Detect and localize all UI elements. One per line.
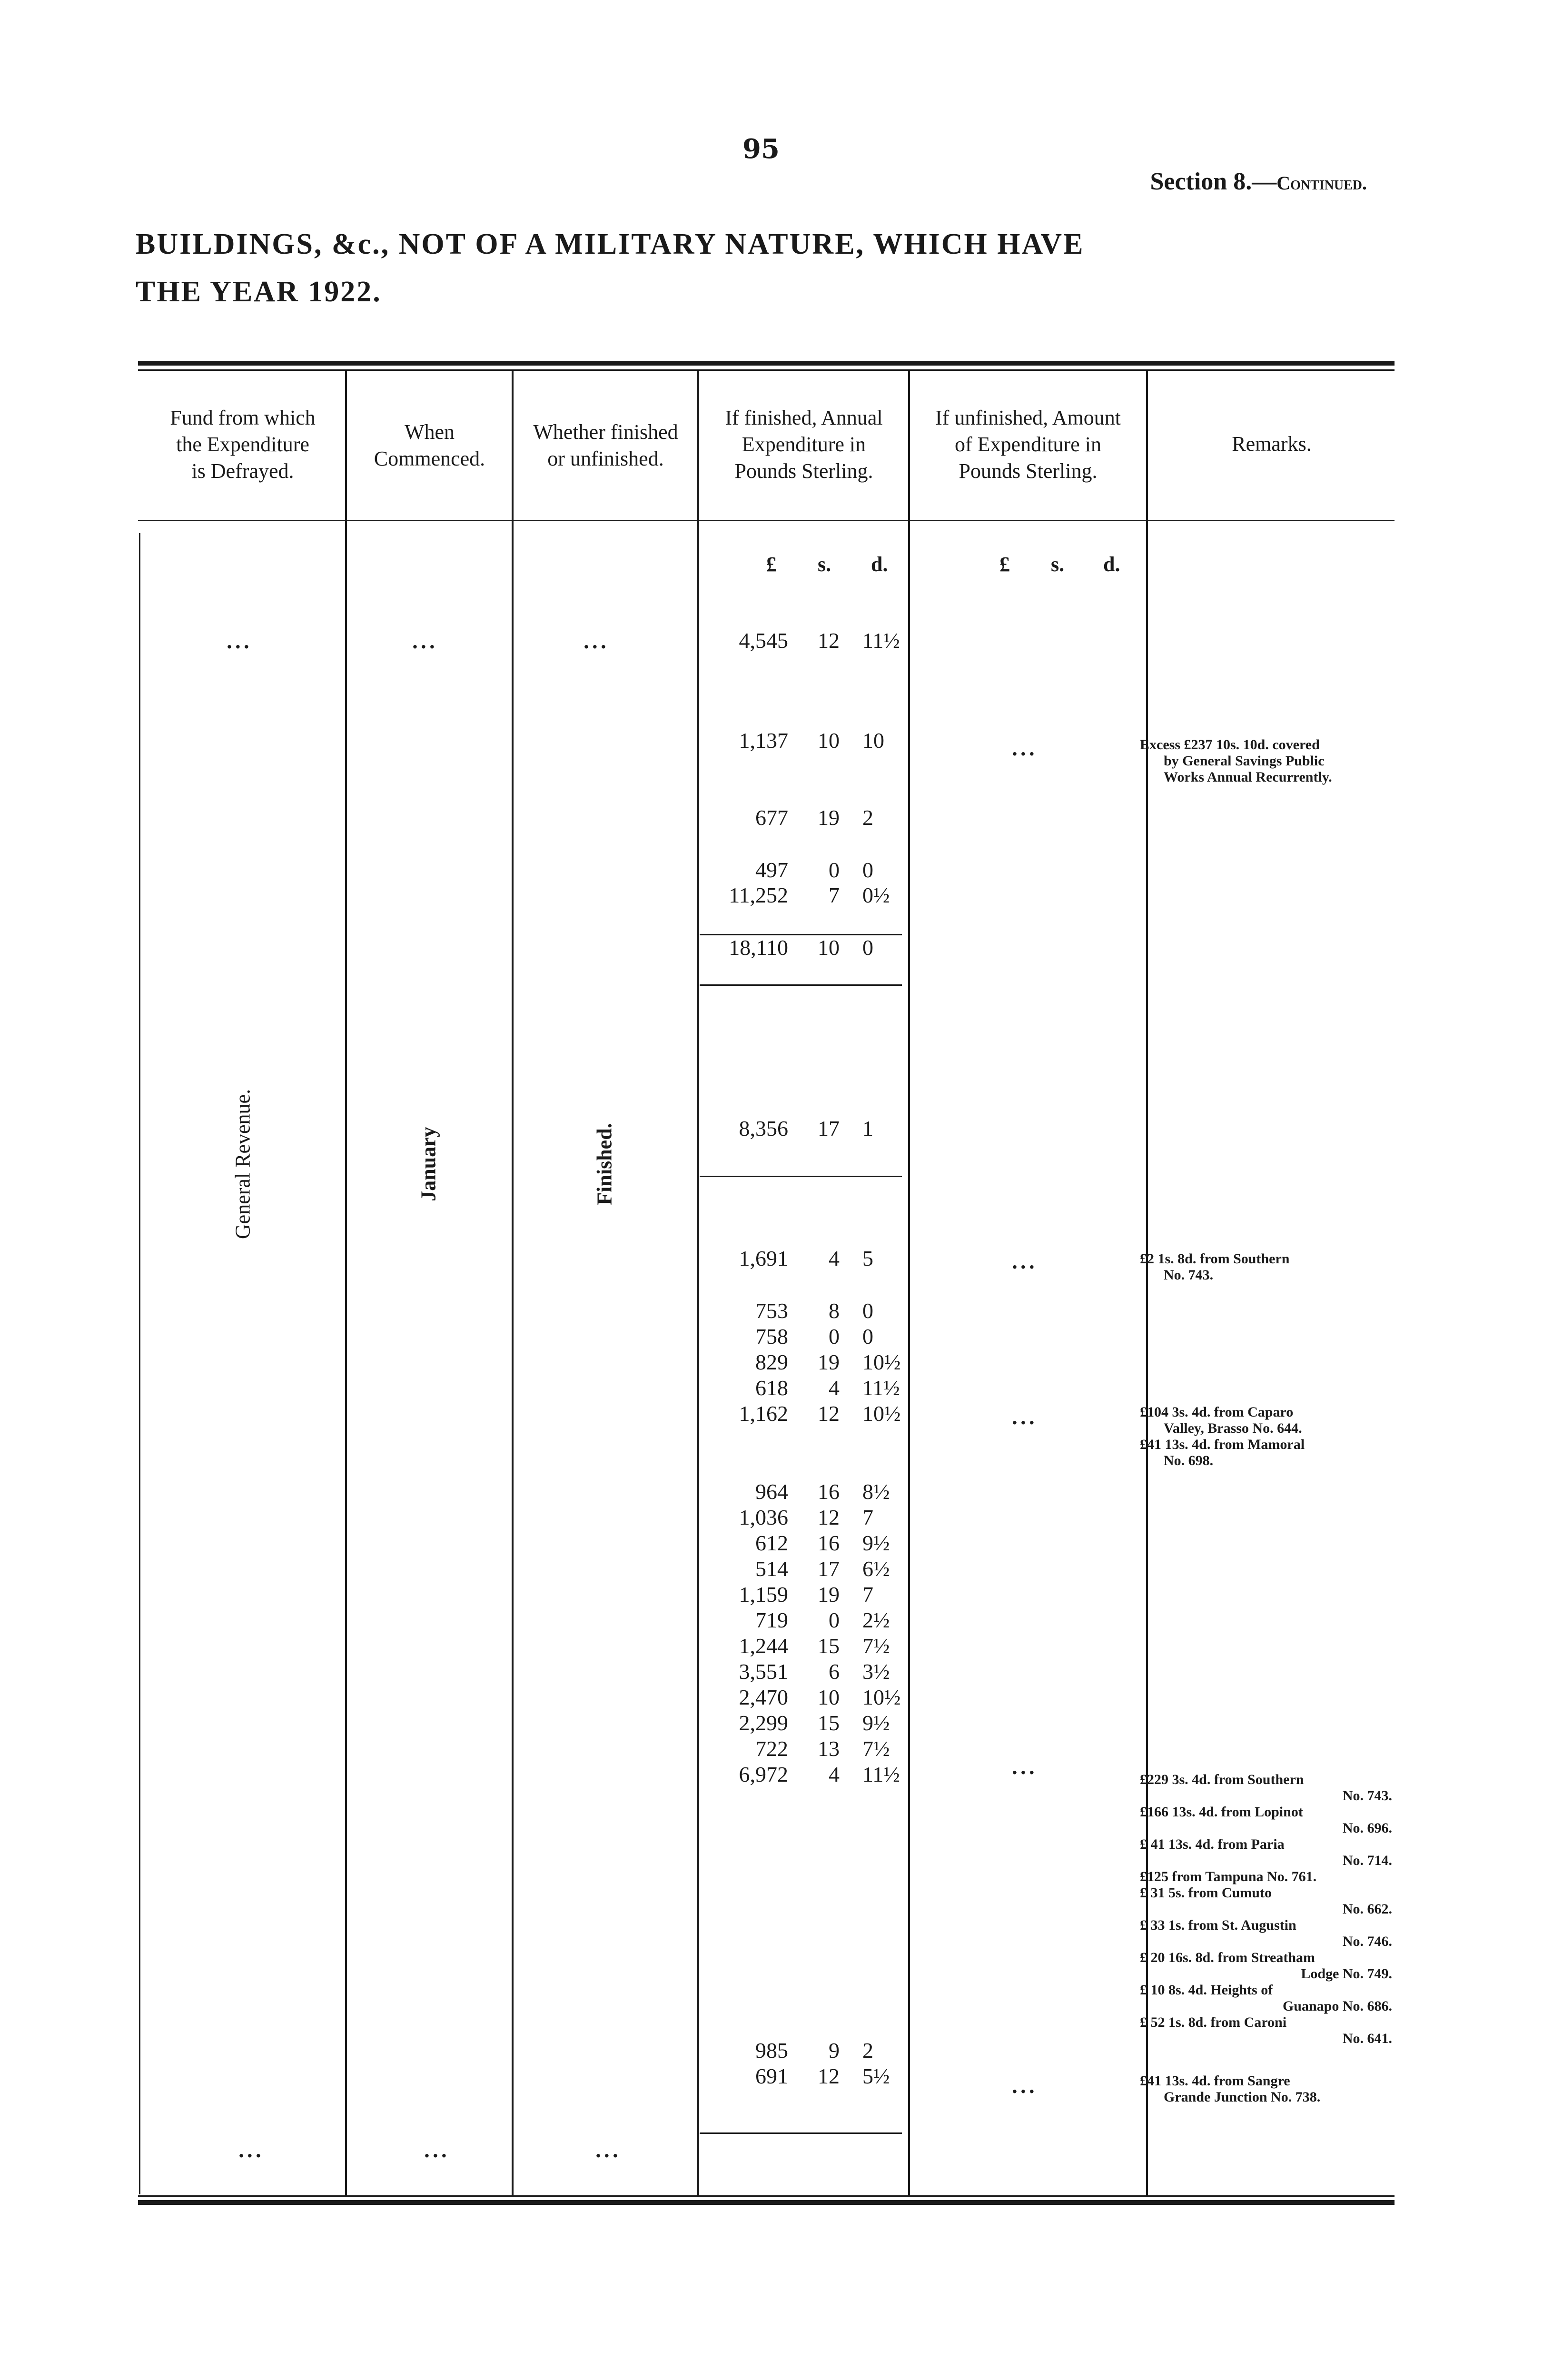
unit-pounds-unfinished: £ [999,553,1010,576]
amount-shillings: 10 [818,728,840,753]
amount-pounds: 4,545 [739,628,788,653]
amount-pence: 2 [862,805,873,830]
amount-pence: 0 [862,858,873,882]
amount-pence: 0 [862,1299,873,1323]
remark-southern: £2 1s. 8d. from Southern No. 743. [1140,1251,1290,1283]
unfinished-ellipsis-1: ... [1011,738,1037,760]
remark-transfers-list: £229 3s. 4d. from Southern No. 743. £166 13s. 4d. from Lopinot No. 696. £ 41 13s. 4d. from Paria No. 714. £125 from Tampuna No. 761. £ 31 5s. from Cumuto No. 662. £ 33 1s. from St. Augustin No. 746. £ 20 16s. 8d. from Streatham Lodge No. 749. £ 10 8s. 4d. Heights of Guanapo No. 686. £ 52 1s. 8d. from Caroni No. 641. [1140,1772,1392,2046]
unit-shillings-unfinished: s. [1051,553,1065,576]
commenced-january: January [416,1127,440,1201]
amount-pence: 11½ [862,1762,900,1786]
amount-pence: 9½ [862,1531,890,1555]
left-margin-rule [139,533,140,2194]
unfinished-ellipsis-2: ... [1011,1251,1037,1273]
amount-pounds: 612 [755,1531,788,1555]
amount-pounds: 753 [755,1299,788,1323]
amount-pounds: 2,470 [739,1685,788,1709]
amount-pounds: 1,036 [739,1505,788,1529]
amount-shillings: 12 [818,628,840,653]
amount-shillings: 17 [818,1557,840,1581]
amount-shillings: 16 [818,1479,840,1504]
amount-pounds: 829 [755,1350,788,1374]
section-rule-2 [700,1176,902,1177]
amount-pounds: 8,356 [739,1116,788,1140]
amount-pence: 9½ [862,1711,890,1735]
amount-pence: 2½ [862,1608,890,1632]
header-unfinished-expenditure: If unfinished, Amount of Expenditure in Pounds Sterling. [935,406,1121,483]
column-rule-2 [512,371,514,2195]
page-number: 95 [742,133,780,165]
subtotal-rule-top [700,934,902,935]
fund-ellipsis-top: ... [226,631,252,653]
finished-ellipsis-bottom: ... [595,2140,621,2162]
table-top-rule-thin [138,369,1395,371]
commenced-ellipsis-bottom: ... [424,2140,449,2162]
amount-pence: 0 [862,1324,873,1349]
amount-pounds: 618 [755,1376,788,1400]
amount-pence: 10½ [862,1401,901,1426]
amount-pence: 11½ [862,1376,900,1400]
amount-pounds: 6,972 [739,1762,788,1786]
amount-shillings: 4 [829,1376,840,1400]
amount-shillings: 9 [829,2038,840,2063]
amount-shillings: 0 [829,1608,840,1632]
amount-pounds: 514 [755,1557,788,1581]
amount-shillings: 6 [829,1659,840,1684]
unit-shillings: s. [818,553,831,576]
amount-pence: 0 [862,935,873,960]
amount-shillings: 19 [818,1350,840,1374]
amount-shillings: 19 [818,1582,840,1606]
finished-ellipsis-top: ... [583,631,609,653]
column-rule-1 [345,371,347,2195]
bottom-amount-rule [700,2132,902,2134]
amount-pounds: 1,162 [739,1401,788,1426]
amount-pounds: 691 [755,2064,788,2088]
amount-pounds: 722 [755,1736,788,1761]
unfinished-ellipsis-4: ... [1011,1756,1037,1779]
amount-shillings: 12 [818,1505,840,1529]
amount-pence: 0½ [862,883,890,907]
amount-shillings: 4 [829,1246,840,1270]
amount-shillings: 0 [829,858,840,882]
amount-pounds: 964 [755,1479,788,1504]
header-bottom-rule [138,520,1395,521]
amount-shillings: 10 [818,935,840,960]
amount-pence: 10½ [862,1350,901,1374]
table-top-rule-thick [138,361,1395,366]
column-rule-4 [908,371,910,2195]
amount-pence: 7½ [862,1634,890,1658]
amount-pounds: 497 [755,858,788,882]
table-bottom-rule-thick [138,2200,1395,2205]
amount-pence: 10½ [862,1685,901,1709]
amount-pence: 7½ [862,1736,890,1761]
unfinished-ellipsis-3: ... [1011,1407,1037,1429]
amount-shillings: 16 [818,1531,840,1555]
remark-caparo-mamoral: £104 3s. 4d. from Caparo Valley, Brasso No. 644. £41 13s. 4d. from Mamoral No. 698. [1140,1404,1305,1468]
commenced-ellipsis-top: ... [412,631,437,653]
unfinished-ellipsis-5: ... [1011,2075,1037,2098]
amount-shillings: 19 [818,805,840,830]
amount-pounds: 1,137 [739,728,788,753]
amount-shillings: 4 [829,1762,840,1786]
amount-pence: 5 [862,1246,873,1270]
amount-pence: 6½ [862,1557,890,1581]
amount-pounds: 1,691 [739,1246,788,1270]
unit-pence: d. [871,553,888,576]
table-bottom-rule-thin [138,2195,1395,2197]
fund-ellipsis-bottom: ... [238,2140,264,2162]
amount-pence: 10 [862,728,884,753]
amount-shillings: 13 [818,1736,840,1761]
amount-pence: 2 [862,2038,873,2063]
header-finished: Whether finished or unfinished. [533,420,678,470]
amount-shillings: 12 [818,2064,840,2088]
amount-shillings: 8 [829,1299,840,1323]
header-fund: Fund from which the Expenditure is Defrayed. [170,406,316,483]
amount-shillings: 12 [818,1401,840,1426]
section-label [1150,168,1367,196]
amount-pounds: 18,110 [729,935,788,960]
amount-shillings: 15 [818,1711,840,1735]
amount-pounds: 1,159 [739,1582,788,1606]
header-commenced: When Commenced. [374,420,485,470]
remark-excess: Excess £237 10s. 10d. covered by General Savings Public Works Annual Recurrently. [1140,737,1332,785]
section-label-text: Section 8.— [1150,168,1277,195]
amount-pounds: 985 [755,2038,788,2063]
amount-pounds: 11,252 [729,883,788,907]
column-rule-3 [697,371,699,2195]
remark-sangre-grande: £41 13s. 4d. from Sangre Grande Junction No. 738. [1140,2073,1321,2105]
finished-status: Finished. [593,1123,616,1205]
amount-pounds: 758 [755,1324,788,1349]
amount-shillings: 7 [829,883,840,907]
amount-pence: 7 [862,1582,873,1606]
amount-pence: 3½ [862,1659,890,1684]
amount-pence: 7 [862,1505,873,1529]
subtotal-rule-bottom [700,984,902,986]
amount-shillings: 10 [818,1685,840,1709]
unit-pence-unfinished: d. [1103,553,1120,576]
unit-pounds: £ [766,553,777,576]
fund-general-revenue: General Revenue. [231,1089,255,1240]
header-annual-expenditure: If finished, Annual Expenditure in Pounds Sterling. [725,406,883,483]
amount-shillings: 17 [818,1116,840,1140]
amount-shillings: 15 [818,1634,840,1658]
page-title-line2: THE YEAR 1922. [136,276,382,308]
amount-pence: 1 [862,1116,873,1140]
amount-pounds: 677 [755,805,788,830]
amount-pounds: 1,244 [739,1634,788,1658]
amount-pence: 5½ [862,2064,890,2088]
header-remarks: Remarks. [1232,432,1312,456]
amount-pounds: 3,551 [739,1659,788,1684]
page-title-line1: BUILDINGS, &c., NOT OF A MILITARY NATURE, WHICH HAVE [136,228,1085,260]
section-continued: Continued. [1276,172,1367,194]
amount-pounds: 719 [755,1608,788,1632]
amount-pence: 8½ [862,1479,890,1504]
amount-pounds: 2,299 [739,1711,788,1735]
amount-shillings: 0 [829,1324,840,1349]
amount-pence: 11½ [862,628,900,653]
